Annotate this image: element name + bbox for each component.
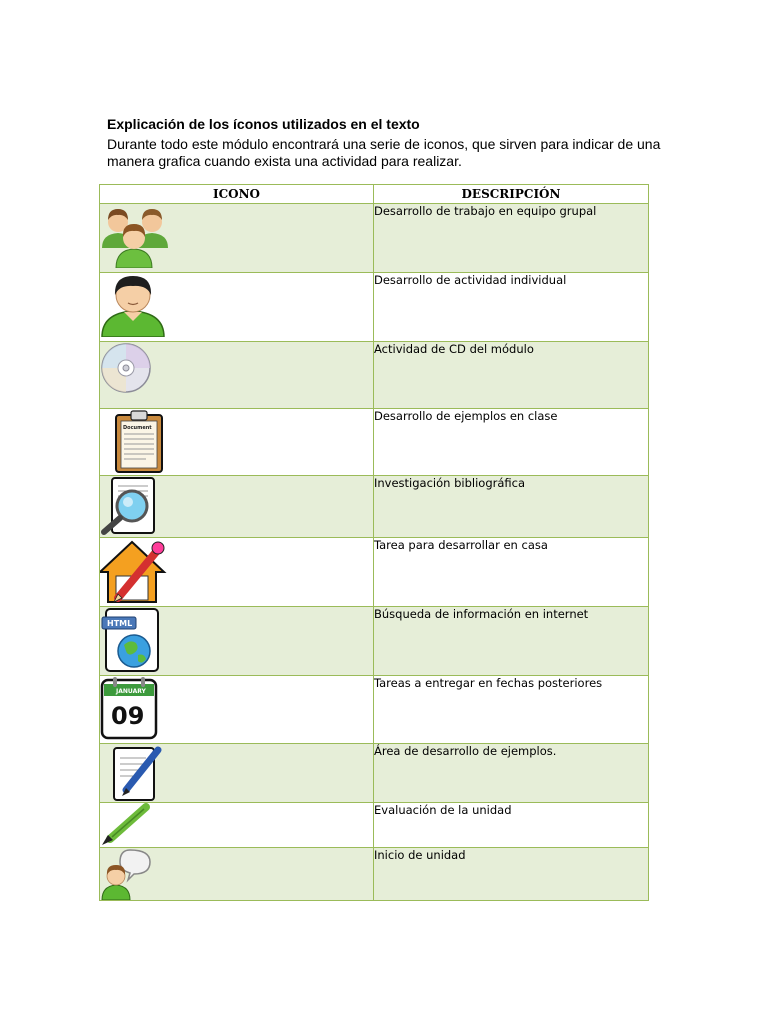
table-row — [100, 848, 649, 901]
doc-label: Document — [123, 425, 152, 431]
icon-cell — [100, 476, 374, 538]
row-description: Desarrollo de trabajo en equipo grupal — [374, 204, 649, 273]
pen-icon — [100, 803, 152, 847]
table-row — [100, 409, 649, 476]
icon-cell — [100, 409, 374, 476]
icon-cell — [100, 848, 374, 901]
intro-text — [107, 136, 677, 170]
header-descripcion: DESCRIPCIÓN — [374, 185, 649, 204]
table-row — [100, 538, 649, 607]
table-row — [100, 342, 649, 409]
person-speech-icon — [100, 848, 156, 900]
group-people-icon — [100, 204, 170, 268]
row-description: Desarrollo de ejemplos en clase — [374, 409, 649, 476]
row-description: Investigación bibliográfica — [374, 476, 649, 538]
intro-section — [107, 116, 677, 170]
table-row — [100, 676, 649, 744]
row-description: Inicio de unidad — [374, 848, 649, 901]
table-row — [100, 204, 649, 273]
row-description: Búsqueda de información en internet — [374, 607, 649, 676]
cd-disc-icon — [100, 342, 156, 398]
document-pen-icon — [112, 744, 164, 802]
icon-cell — [100, 342, 374, 409]
home-pencil-icon — [100, 538, 168, 604]
table-row — [100, 803, 649, 848]
row-description: Desarrollo de actividad individual — [374, 273, 649, 342]
person-icon — [100, 273, 166, 337]
intro-text-line1: Durante todo este módulo encontrará una serie de iconos, que sirven para indicar de una — [107, 136, 661, 152]
table-row — [100, 476, 649, 538]
html-globe-icon — [100, 607, 162, 673]
icons-table — [99, 184, 649, 901]
table-row — [100, 607, 649, 676]
clipboard-document-icon — [114, 409, 166, 473]
icon-cell — [100, 538, 374, 607]
calendar-month: JANUARY — [116, 688, 146, 695]
icon-cell — [100, 744, 374, 803]
row-description: Actividad de CD del módulo — [374, 342, 649, 409]
magnifier-document-icon — [100, 476, 158, 536]
calendar-day: 09 — [111, 702, 145, 730]
icon-cell — [100, 204, 374, 273]
calendar-icon — [100, 676, 160, 740]
icon-cell — [100, 803, 374, 848]
icon-cell — [100, 607, 374, 676]
row-description: Tareas a entregar en fechas posteriores — [374, 676, 649, 744]
row-description: Área de desarrollo de ejemplos. — [374, 744, 649, 803]
intro-text-line2: manera grafica cuando exista una actividad para realizar. — [107, 153, 462, 169]
table-row — [100, 273, 649, 342]
row-description: Evaluación de la unidad — [374, 803, 649, 848]
icon-cell — [100, 273, 374, 342]
table-header-row — [100, 185, 649, 204]
intro-title: Explicación de los íconos utilizados en el texto — [107, 116, 420, 132]
icon-cell — [100, 676, 374, 744]
table-row — [100, 744, 649, 803]
row-description: Tarea para desarrollar en casa — [374, 538, 649, 607]
header-icono: ICONO — [100, 185, 374, 204]
html-label: HTML — [107, 619, 133, 628]
